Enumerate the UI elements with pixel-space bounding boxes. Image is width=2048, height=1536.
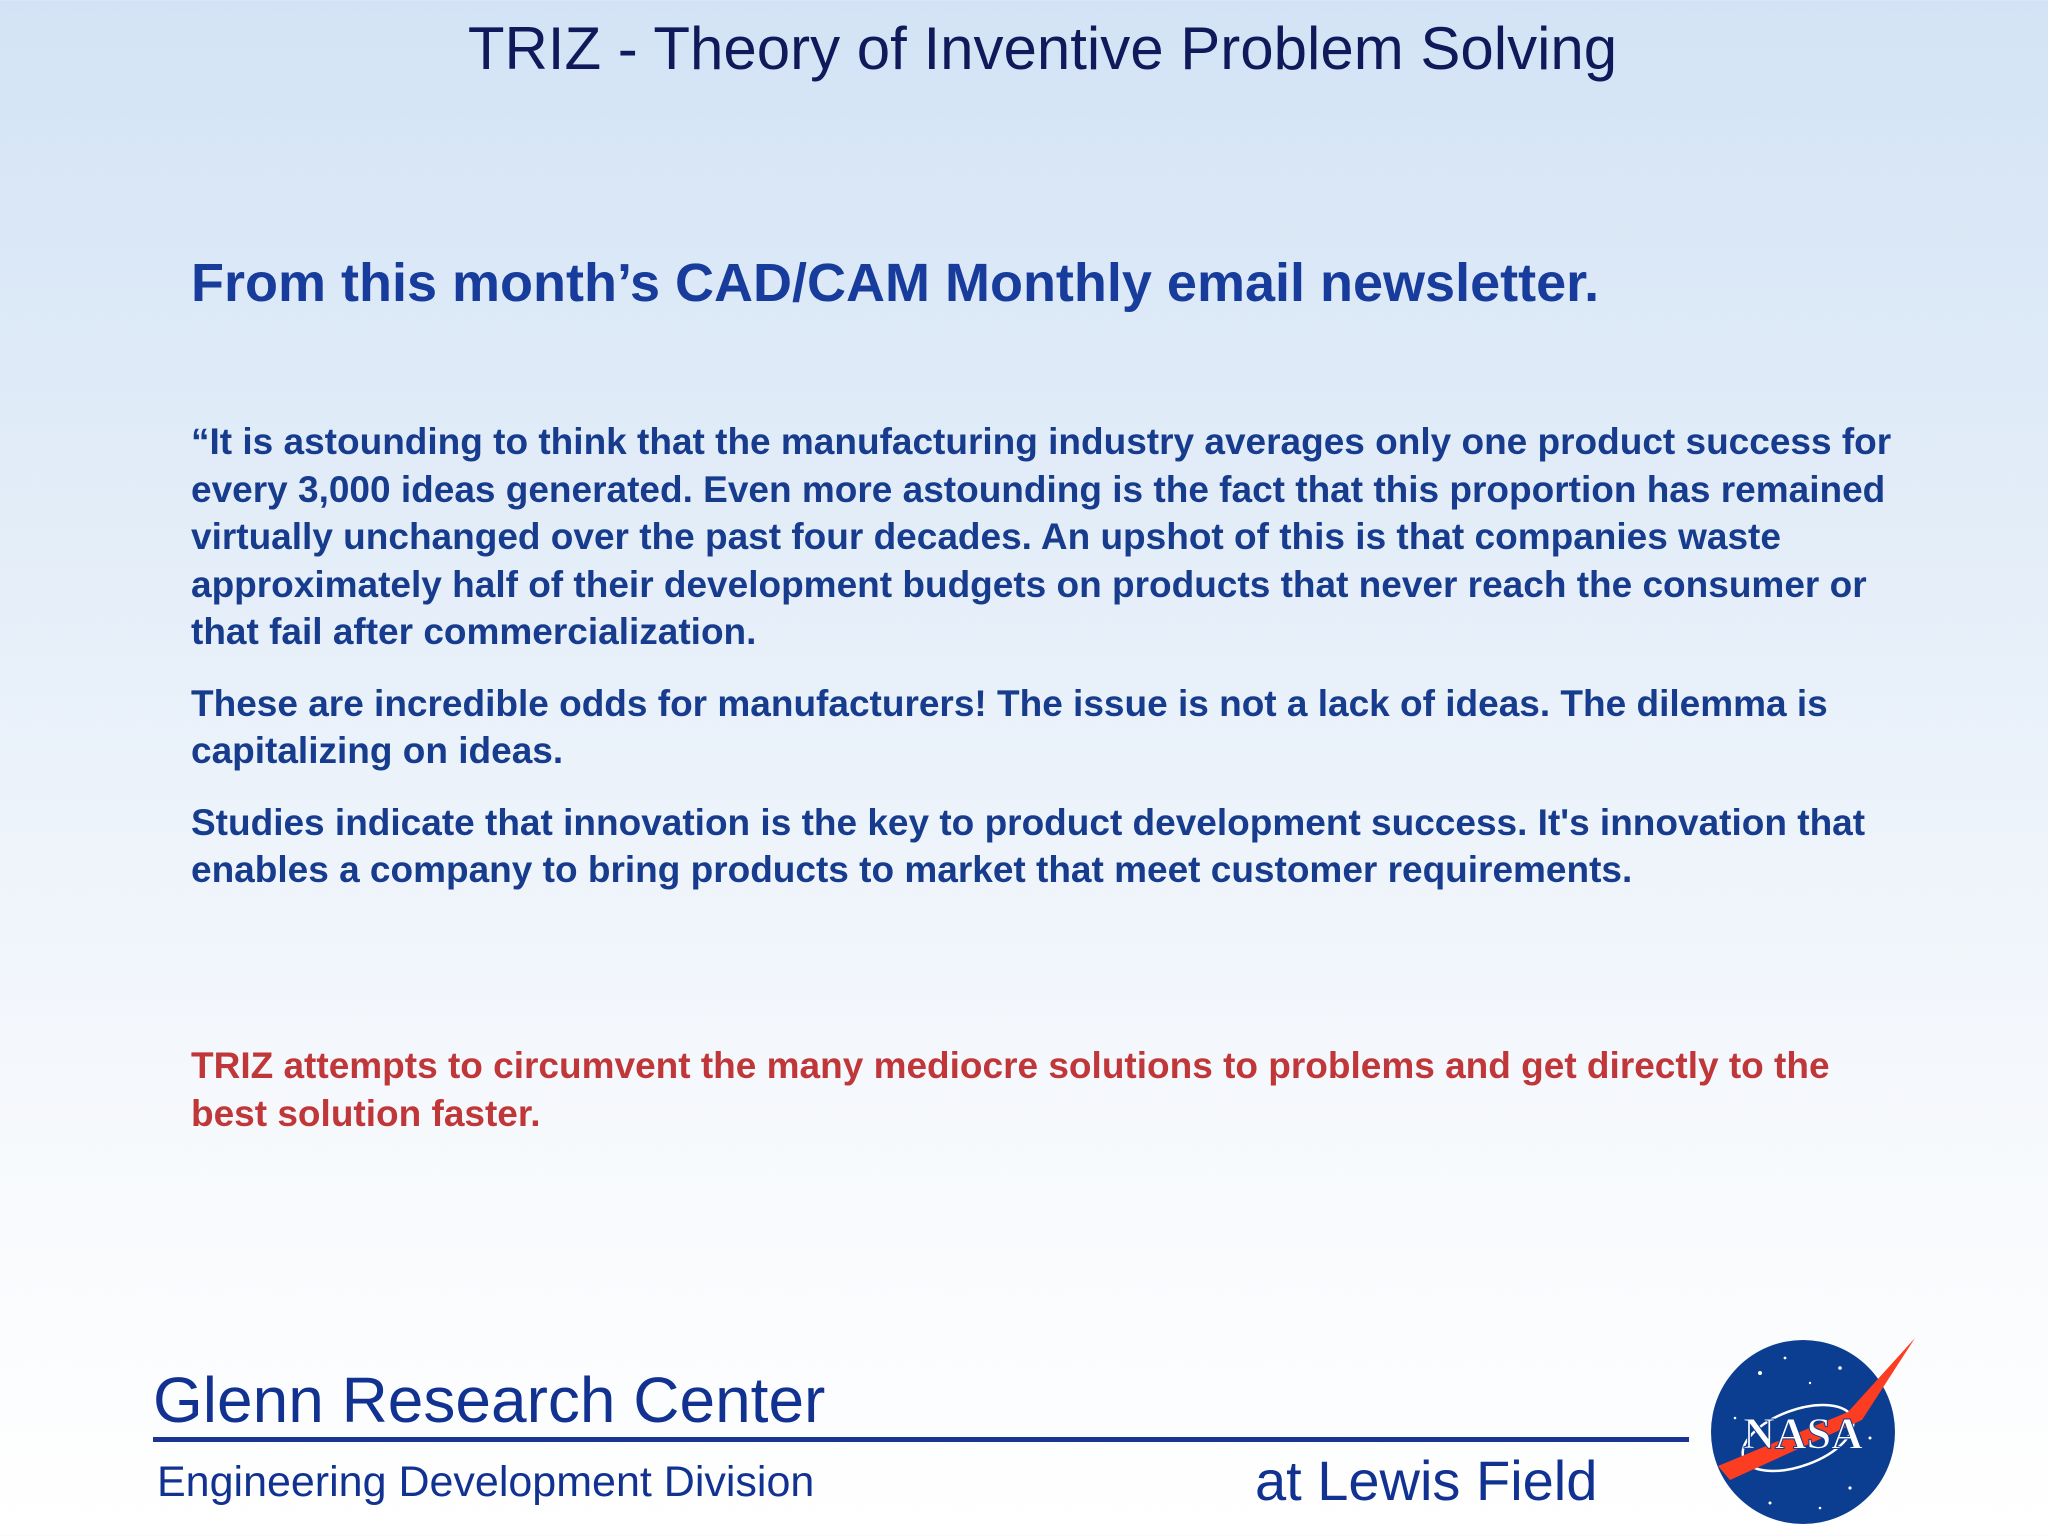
footer-center-name: Glenn Research Center bbox=[153, 1364, 826, 1436]
slide-title: TRIZ - Theory of Inventive Problem Solving bbox=[467, 15, 1618, 82]
triz-conclusion: TRIZ attempts to circumvent the many mediocre solutions to problems and get directly to the best solution faster. bbox=[191, 1045, 1830, 1134]
footer-location: at Lewis Field bbox=[1255, 1449, 1598, 1512]
newsletter-heading: From this month’s CAD/CAM Monthly email newsletter. bbox=[191, 253, 1600, 313]
footer-divider bbox=[153, 1437, 1689, 1442]
quote-paragraph-2: These are incredible odds for manufacturers! The issue is not a lack of ideas. The dilemma is capitalizing on ideas. bbox=[191, 682, 1828, 771]
nasa-logo-text: NASA bbox=[1743, 1409, 1863, 1458]
nasa-logo-icon bbox=[1700, 1328, 1920, 1528]
quote-paragraph-1: “It is astounding to think that the manufacturing industry averages only one product success for every 3,000 ideas generated. Even more astounding is the fact that this proportion has remained virtually unchanged over the past four decades. An upshot of this is that companies waste approximately half of their development budgets on products that never reach the consumer or that fail after commercialization. bbox=[191, 421, 1892, 652]
quote-block bbox=[191, 418, 1911, 918]
quote-paragraph-3: Studies indicate that innovation is the key to product development success. It's innovation that enables a company to bring products to market that meet customer requirements. bbox=[191, 801, 1866, 890]
footer-division: Engineering Development Division bbox=[157, 1458, 815, 1506]
